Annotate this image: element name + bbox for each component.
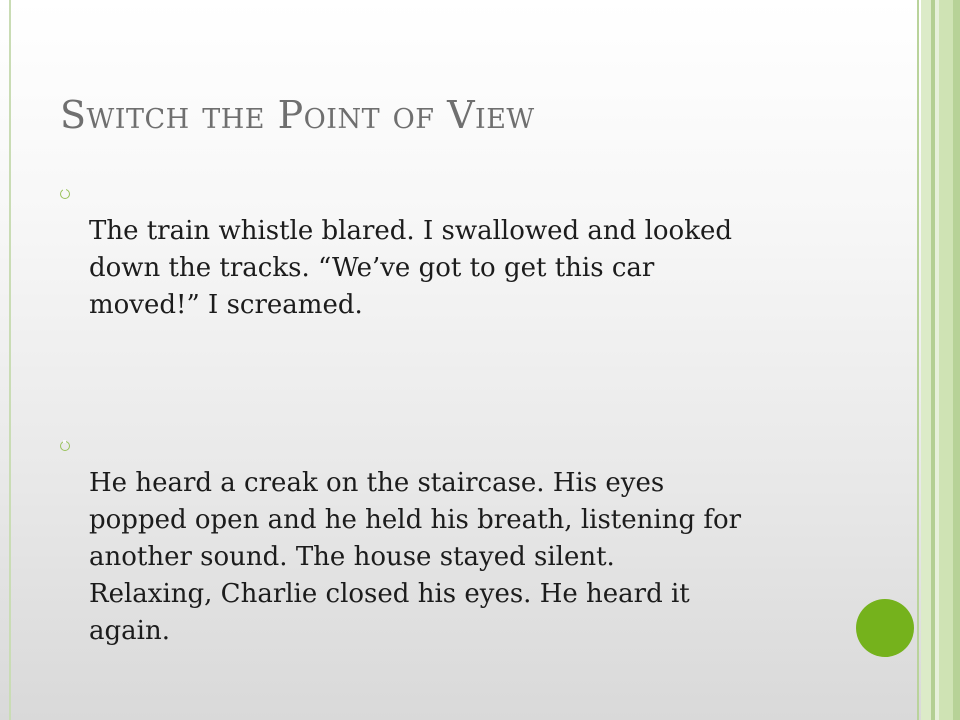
bullet-item: [60, 428, 830, 650]
left-border-line: [9, 0, 11, 720]
right-border-stripe: [921, 0, 931, 720]
open-circle-bullet-icon: [60, 189, 70, 199]
slide-title: Switch the Point of View: [60, 93, 535, 137]
bullet-text: He heard a creak on the staircase. His eyes popped open and he held his breath, listening for another sound. The house stayed silent. Relaxing, Charlie closed his eyes. He heard it again.: [89, 468, 742, 646]
bullet-text: The train whistle blared. I swallowed and looked down the tracks. “We’ve got to get this car moved!” I screamed.: [89, 216, 732, 320]
right-border-stripe: [953, 0, 960, 720]
open-circle-bullet-icon: [60, 441, 70, 451]
green-circle-icon: [856, 599, 914, 657]
bullet-item: [60, 176, 830, 324]
bullet-list: [60, 176, 830, 650]
right-border-stripe: [939, 0, 953, 720]
right-border-stripe: [917, 0, 919, 720]
